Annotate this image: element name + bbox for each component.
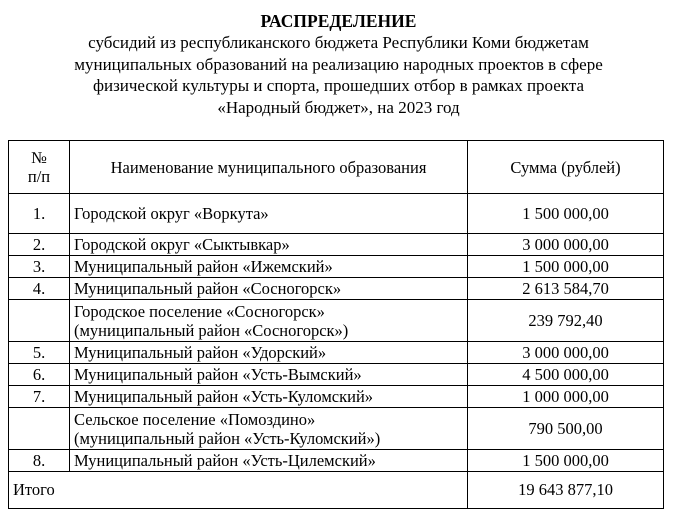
row-name-line: Городской округ «Сыктывкар» xyxy=(74,235,290,254)
row-name-line: Муниципальный район «Усть-Цилемский» xyxy=(74,451,376,470)
total-sum: 19 643 877,10 xyxy=(468,472,664,509)
row-sum: 3 000 000,00 xyxy=(468,234,664,256)
row-name-line: Городское поселение «Сосногорск» xyxy=(74,301,325,321)
table-row xyxy=(9,234,664,256)
table-row xyxy=(9,256,664,278)
row-name xyxy=(70,408,468,450)
table-row xyxy=(9,300,664,342)
row-name-line: Городской округ «Воркута» xyxy=(74,204,269,223)
row-sum: 1 500 000,00 xyxy=(468,450,664,472)
document-title: РАСПРЕДЕЛЕНИЕ xyxy=(260,11,417,31)
row-name-line: Муниципальный район «Усть-Куломский» xyxy=(74,387,374,406)
subtitle-line-3: физической культуры и спорта, прошедших отбор в рамках проекта xyxy=(92,76,585,95)
table-row xyxy=(9,450,664,472)
row-number xyxy=(9,300,70,342)
row-sum: 1 000 000,00 xyxy=(468,386,664,408)
table-row xyxy=(9,278,664,300)
table-body xyxy=(9,194,664,509)
row-sum: 1 500 000,00 xyxy=(468,194,664,234)
header-number-line-1: № xyxy=(31,148,47,167)
row-sum: 3 000 000,00 xyxy=(468,342,664,364)
header-name: Наименование муниципального образования xyxy=(70,141,468,194)
row-name xyxy=(70,278,468,300)
row-number xyxy=(9,408,70,450)
table-row xyxy=(9,364,664,386)
subtitle-line-2: муниципальных образований на реализацию народных проектов в сфере xyxy=(74,54,603,74)
total-row xyxy=(9,472,664,509)
row-number: 8. xyxy=(9,450,70,472)
row-sum: 4 500 000,00 xyxy=(468,364,664,386)
row-number: 4. xyxy=(9,278,70,300)
header-sum: Сумма (рублей) xyxy=(468,141,664,194)
row-name xyxy=(70,364,468,386)
row-number: 2. xyxy=(9,234,70,256)
subtitle-line-1: субсидий из республиканского бюджета Республики Коми бюджетам xyxy=(88,33,589,52)
header-number-line-2: п/п xyxy=(27,167,51,186)
table-header-row xyxy=(9,141,664,194)
row-name xyxy=(70,342,468,364)
row-name-line: Муниципальный район «Сосногорск» xyxy=(74,279,342,298)
row-name xyxy=(70,234,468,256)
table-row xyxy=(9,342,664,364)
header-number xyxy=(9,141,70,194)
row-sum: 239 792,40 xyxy=(468,300,664,342)
row-number: 6. xyxy=(9,364,70,386)
row-sum: 790 500,00 xyxy=(468,408,664,450)
subtitle-line-4: «Народный бюджет», на 2023 год xyxy=(217,97,460,117)
row-number: 3. xyxy=(9,256,70,278)
row-number: 1. xyxy=(9,194,70,234)
row-name xyxy=(70,256,468,278)
distribution-table xyxy=(8,140,664,509)
table-row xyxy=(9,408,664,450)
row-sum: 2 613 584,70 xyxy=(468,278,664,300)
row-name-line: Сельское поселение «Помоздино» xyxy=(74,409,316,429)
row-name-line: (муниципальный район «Усть-Куломский») xyxy=(74,428,381,448)
total-label: Итого xyxy=(9,472,468,509)
row-name-line: (муниципальный район «Сосногорск») xyxy=(74,320,349,340)
row-sum: 1 500 000,00 xyxy=(468,256,664,278)
row-name xyxy=(70,300,468,342)
document-heading xyxy=(0,10,677,118)
row-number: 5. xyxy=(9,342,70,364)
row-name xyxy=(70,386,468,408)
row-name-line: Муниципальный район «Ижемский» xyxy=(74,257,333,276)
row-name-line: Муниципальный район «Удорский» xyxy=(74,343,327,362)
row-number: 7. xyxy=(9,386,70,408)
table-row xyxy=(9,194,664,234)
row-name xyxy=(70,450,468,472)
row-name-line: Муниципальный район «Усть-Вымский» xyxy=(74,365,362,384)
table-row xyxy=(9,386,664,408)
row-name xyxy=(70,194,468,234)
